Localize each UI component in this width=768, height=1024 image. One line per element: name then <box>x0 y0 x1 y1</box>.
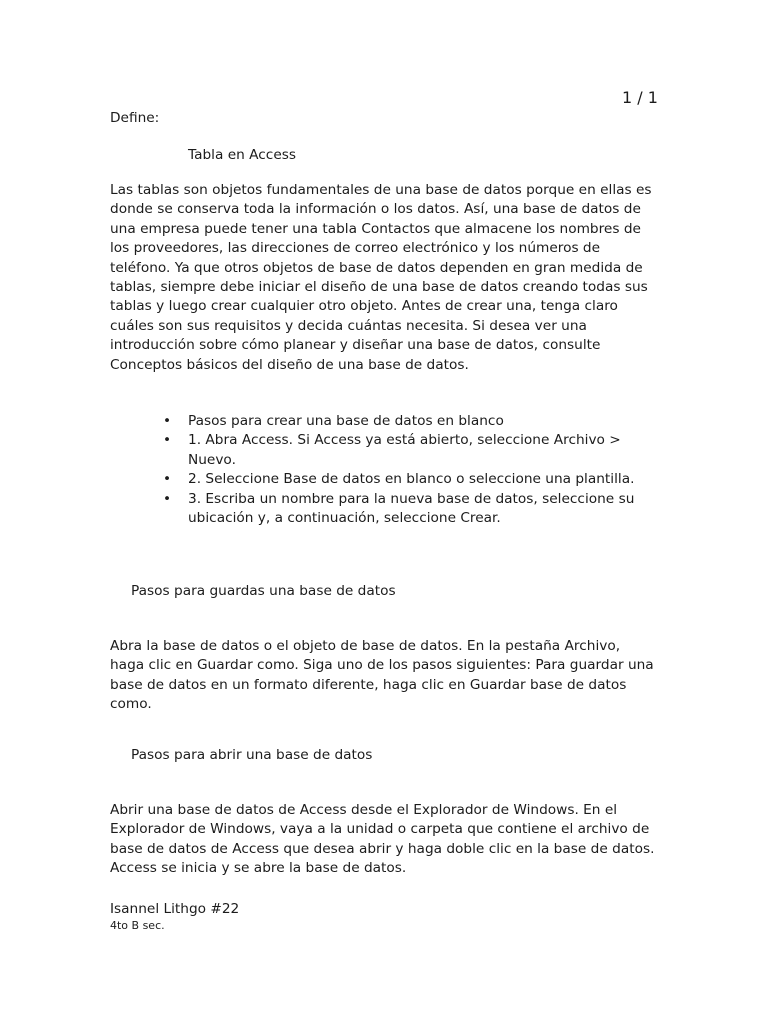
create-steps-list <box>160 412 660 528</box>
open-heading: Pasos para abrir una base de datos <box>131 747 373 763</box>
list-item: • 2. Seleccione Base de datos en blanco o seleccione una plantilla. <box>160 470 660 489</box>
intro-paragraph: Las tablas son objetos fundamentales de una base de datos porque en ellas es donde se conserva toda la información o los datos. Así, una base de datos de una empresa puede tener una tabla Contactos que almacene los nombres de los proveedores, las direcciones de correo electrónico y los números de teléfono. Ya que otros objetos de base de datos dependen en gran medida de tablas, siempre debe iniciar el diseño de una base de datos creando todas sus tablas y luego crear cualquier otro objeto. Antes de crear una, tenga claro cuáles son sus requisitos y decida cuántas necesita. Si desea ver una introducción sobre cómo planear y diseñar una base de datos, consulte Conceptos básicos del diseño de una base de datos. <box>110 182 652 373</box>
topic-title: Tabla en Access <box>188 147 297 163</box>
page-number: 1 / 1 <box>622 88 658 107</box>
list-item: • 1. Abra Access. Si Access ya está abierto, seleccione Archivo > Nuevo. <box>160 431 660 470</box>
save-heading: Pasos para guardas una base de datos <box>131 583 396 599</box>
list-item: • Pasos para crear una base de datos en blanco <box>160 412 660 431</box>
define-label: Define: <box>110 110 160 126</box>
author-name: Isannel Lithgo #22 <box>110 901 240 917</box>
class-section: 4to B sec. <box>110 919 165 932</box>
list-item: • 3. Escriba un nombre para la nueva base de datos, seleccione su ubicación y, a continuación, seleccione Crear. <box>160 490 660 529</box>
save-paragraph: Abra la base de datos o el objeto de base de datos. En la pestaña Archivo, haga clic en Guardar como. Siga uno de los pasos siguientes: Para guardar una base de datos en un formato diferente, haga clic en Guardar base de datos como. <box>110 638 654 713</box>
open-paragraph: Abrir una base de datos de Access desde el Explorador de Windows. En el Explorador de Windows, vaya a la unidad o carpeta que contiene el archivo de base de datos de Access que desea abrir y haga doble clic en la base de datos. Access se inicia y se abre la base de datos. <box>110 802 655 877</box>
